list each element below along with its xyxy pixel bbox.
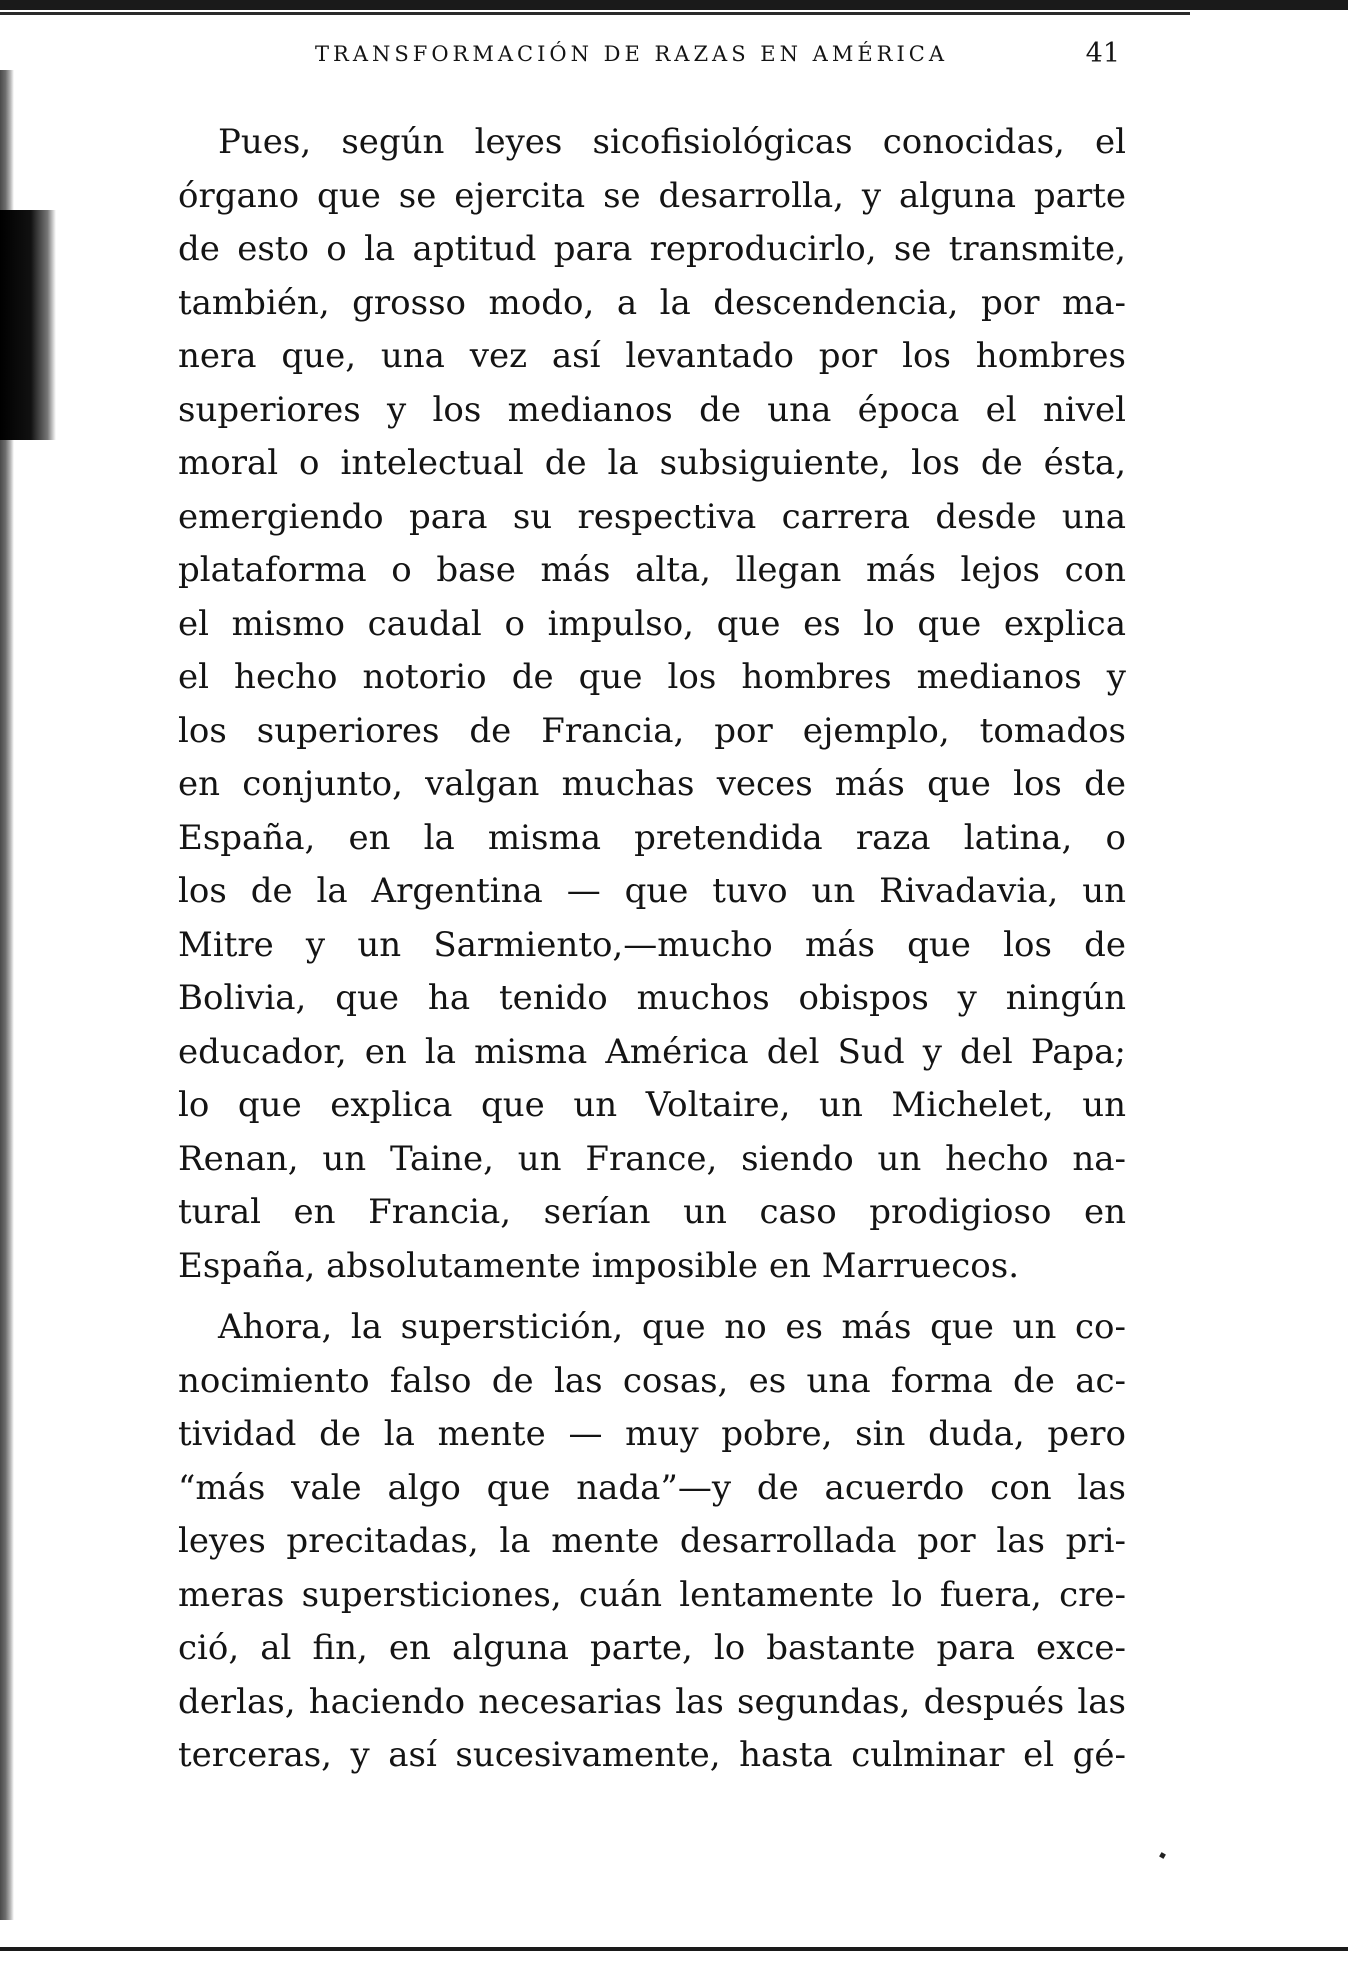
text-line: el hecho notorio de que los hombres medianos y <box>178 657 1126 697</box>
text-line: Bolivia, que ha tenido muchos obispos y ningún <box>178 978 1126 1018</box>
text-line: educador, en la misma América del Sud y del Papa; <box>178 1031 1126 1072</box>
text-line: en conjunto, valgan muchas veces más que los de <box>178 764 1126 804</box>
text-line: nera que, una vez así levantado por los hombres <box>178 336 1126 376</box>
text-line: España, en la misma pretendida raza latina, o <box>178 817 1126 858</box>
text-line: emergiendo para su respectiva carrera desde una <box>178 496 1126 537</box>
text-line: el mismo caudal o impulso, que es lo que explica <box>178 603 1126 644</box>
text-line: superiores y los medianos de una época el nivel <box>178 389 1126 430</box>
text-line: órgano que se ejercita se desarrolla, y alguna parte <box>178 175 1126 216</box>
text-line: Pues, según leyes sicofisiológicas conocidas, el <box>218 122 1126 162</box>
text-line: meras supersticiones, cuán lentamente lo fuera, cre- <box>178 1574 1126 1615</box>
text-line: los de la Argentina — que tuvo un Rivadavia, un <box>178 871 1126 911</box>
body-text <box>178 116 1126 1783</box>
ink-speck <box>1159 1852 1166 1859</box>
paragraph-gap <box>178 1293 1126 1301</box>
text-line: terceras, y así sucesivamente, hasta culminar el gé- <box>178 1735 1126 1775</box>
paragraph <box>178 116 1126 1293</box>
text-line: lo que explica que un Voltaire, un Michelet, un <box>178 1085 1126 1125</box>
text-line: también, grosso modo, a la descendencia, por ma- <box>178 282 1126 323</box>
text-line: ció, al fin, en alguna parte, lo bastante para exce- <box>178 1628 1126 1668</box>
header-rule <box>0 12 1190 15</box>
paragraph <box>178 1301 1126 1783</box>
text-line: moral o intelectual de la subsiguiente, los de ésta, <box>178 443 1126 483</box>
text-line: de esto o la aptitud para reproducirlo, se transmite, <box>178 229 1126 269</box>
text-line: tural en Francia, serían un caso prodigioso en <box>178 1192 1126 1232</box>
bottom-edge-rule <box>0 1947 1348 1951</box>
page-number: 41 <box>1085 38 1120 69</box>
top-edge-rule <box>0 0 1348 10</box>
text-line: “más vale algo que nada”—y de acuerdo con las <box>178 1467 1126 1508</box>
text-line: Renan, un Taine, un France, siendo un hecho na- <box>178 1138 1126 1179</box>
text-line: Ahora, la superstición, que no es más que un co- <box>218 1307 1126 1347</box>
binding-dark-mark <box>0 210 56 440</box>
text-line: plataforma o base más alta, llegan más lejos con <box>178 550 1126 590</box>
text-line: Mitre y un Sarmiento,—mucho más que los de <box>178 924 1126 965</box>
text-line: tividad de la mente — muy pobre, sin duda, pero <box>178 1414 1126 1454</box>
running-head <box>180 38 1180 78</box>
running-title: TRANSFORMACIÓN DE RAZAS EN AMÉRICA <box>315 42 948 66</box>
text-line: derlas, haciendo necesarias las segundas, después las <box>178 1681 1126 1722</box>
text-line: nocimiento falso de las cosas, es una forma de ac- <box>178 1360 1126 1401</box>
text-line: España, absolutamente imposible en Marruecos. <box>178 1245 1020 1286</box>
text-line: leyes precitadas, la mente desarrollada por las pri- <box>178 1521 1126 1561</box>
text-line: los superiores de Francia, por ejemplo, tomados <box>178 710 1126 751</box>
